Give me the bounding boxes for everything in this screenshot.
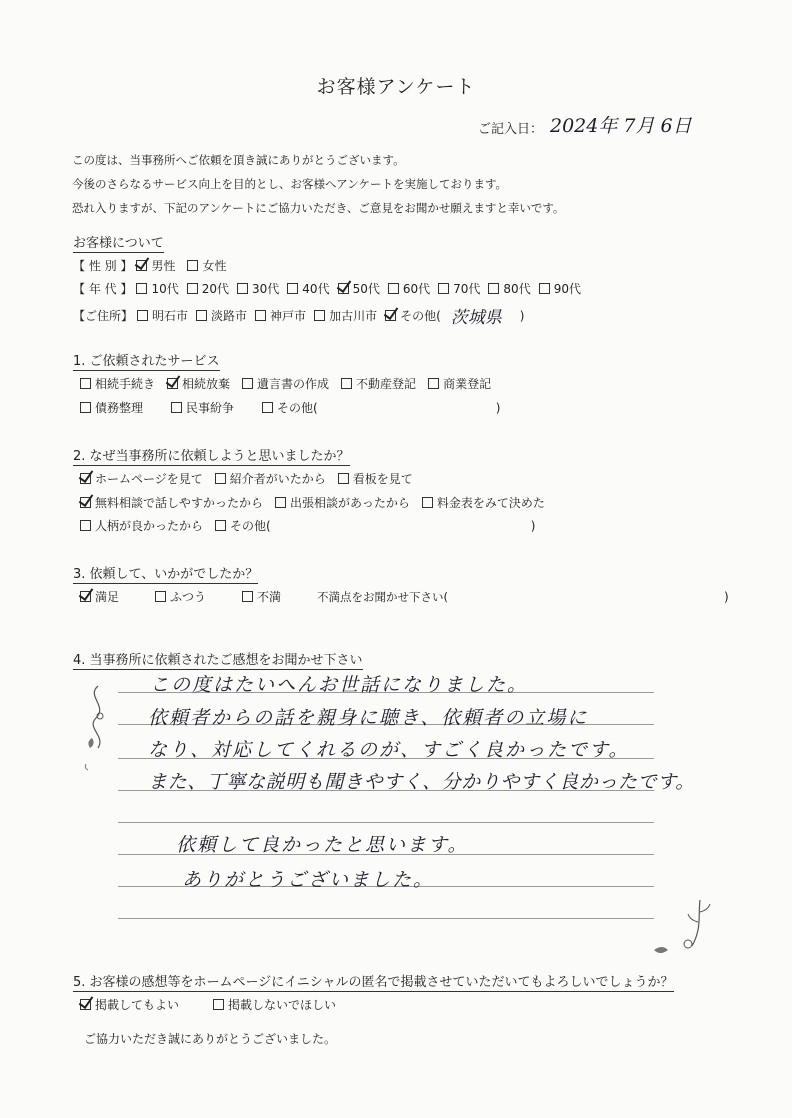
checkbox-icon[interactable] [262,402,273,413]
checkbox-option[interactable] [80,399,143,416]
q1-heading: 1. ご依頼されたサービス [73,354,220,369]
checkbox-label: 相続手続き [95,377,156,391]
floral-ornament-icon [78,676,128,776]
checkbox-icon[interactable] [275,497,286,508]
checkbox-option[interactable] [242,375,329,392]
answer-text-line[interactable]: この度はたいへんお世話になりました。 [150,674,529,696]
checkbox-label: 10代 [151,282,179,296]
checkbox-label: 民事紛争 [186,401,235,415]
checkbox-option[interactable] [438,280,480,297]
address-row [73,303,524,328]
checkbox-option[interactable] [196,307,247,324]
checkbox-option[interactable] [242,588,281,605]
checkbox-option[interactable] [80,517,203,534]
answer-text-line[interactable]: 依頼して良かったと思います。 [176,834,469,856]
checkbox-label: 30代 [252,282,280,296]
checkbox-option[interactable] [136,280,178,297]
gender-label: 【 性 別 】 [73,259,133,273]
checkbox-icon[interactable] [242,591,253,602]
checkbox-label: 90代 [553,282,581,296]
page-title: お客様アンケート [316,76,476,98]
checkbox-label: 満足 [95,590,120,604]
checkbox-option[interactable] [341,375,416,392]
answer-text-line[interactable]: ありがとうございました。 [182,869,435,891]
checkbox-label: 20代 [201,282,230,296]
checkbox-icon[interactable] [136,283,147,294]
checked-box-icon[interactable] [338,283,349,294]
checkbox-option[interactable] [314,307,377,324]
intro-line: 恐れ入りますが、下記のアンケートにご協力いただき、ご意見をお聞かせ願えますと幸いです。 [72,201,565,215]
checkbox-option[interactable] [80,588,119,605]
checkbox-option[interactable] [136,257,175,274]
checkbox-icon[interactable] [539,283,550,294]
checkbox-option[interactable] [80,494,263,511]
checkbox-icon[interactable] [171,402,182,413]
address-label: 【ご住所】 [73,309,134,323]
checked-box-icon[interactable] [167,378,178,389]
intro-line: この度は、当事務所へご依頼を頂き誠にありがとうございます。 [72,153,405,167]
checkbox-icon[interactable] [215,473,226,484]
checkbox-icon[interactable] [314,310,325,321]
date-value[interactable]: 2024年 7月 6日 [550,115,692,137]
checkbox-label: その他( [277,401,318,415]
q4-heading: 4. 当事務所に依頼されたご感想をお聞かせ下さい [73,653,363,668]
checked-box-icon[interactable] [385,310,396,321]
address-other-value[interactable]: 茨城県 [450,308,502,328]
checkbox-label: 女性 [202,259,227,273]
checkbox-option[interactable] [388,280,430,297]
answer-ruled-line [118,918,654,919]
checkbox-icon[interactable] [422,497,433,508]
age-label: 【 年 代 】 [73,282,133,296]
checkbox-option[interactable] [422,494,545,511]
checkbox-label: 80代 [503,282,531,296]
checkbox-label: 料金表をみて決めた [436,496,545,510]
q3-note-close: ) [724,589,729,604]
checkbox-label: 無料相談で話しやすかったから [95,496,264,510]
checkbox-option[interactable] [338,280,380,297]
checkbox-label: 掲載してもよい [95,998,180,1012]
date-label: ご記入日： [478,122,544,137]
checked-box-icon[interactable] [136,260,147,271]
closing-message: ご協力いただき誠にありがとうございました。 [84,1032,337,1046]
checkbox-option[interactable] [215,470,326,487]
checkbox-option[interactable] [488,280,530,297]
checkbox-icon[interactable] [488,283,499,294]
age-row [73,280,589,297]
checkbox-option[interactable] [213,996,336,1013]
checkbox-label: ふつう [170,590,207,604]
checkbox-option[interactable] [338,470,413,487]
checkbox-label: 人柄が良かったから [95,519,204,533]
checkbox-option[interactable] [187,257,226,274]
checkbox-label: 男性 [151,259,176,273]
checkbox-option[interactable] [80,996,179,1013]
checkbox-label: その他( [230,519,271,533]
checkbox-icon[interactable] [242,378,253,389]
checkbox-icon[interactable] [237,283,248,294]
checkbox-icon[interactable] [137,310,148,321]
checkbox-option[interactable] [215,517,271,534]
checkbox-option[interactable] [167,375,230,392]
checkbox-label: 出張相談があったから [290,496,410,510]
intro-line: 今後のさらなるサービス向上を目的とし、お客様へアンケートを実施しております。 [72,177,508,191]
checkbox-label: ホームページを見て [95,472,203,486]
checkbox-option[interactable] [80,470,203,487]
checkbox-icon[interactable] [287,283,298,294]
checkbox-label: その他( [400,309,441,323]
checkbox-icon[interactable] [187,260,198,271]
checkbox-label: 債務整理 [95,401,144,415]
checkbox-label: 淡路市 [211,309,248,323]
checkbox-option[interactable] [187,280,229,297]
checkbox-label: 明石市 [152,309,189,323]
checked-box-icon[interactable] [80,497,91,508]
checkbox-option[interactable] [237,280,279,297]
checkbox-label: 40代 [302,282,330,296]
checkbox-icon[interactable] [255,310,266,321]
checked-box-icon[interactable] [80,473,91,484]
q1-other-close: ) [495,400,501,415]
checkbox-option[interactable] [262,399,318,416]
checkbox-icon[interactable] [155,591,166,602]
checkbox-label: 商業登記 [443,377,492,391]
checkbox-icon[interactable] [438,283,449,294]
checked-box-icon[interactable] [80,999,91,1010]
checkbox-icon[interactable] [80,520,91,531]
checkbox-icon[interactable] [215,520,226,531]
checkbox-option[interactable] [385,307,441,324]
checkbox-option[interactable] [275,494,410,511]
address-close: ) [519,308,525,323]
checkbox-label: 相続放棄 [182,377,231,391]
q2-other-close: ) [530,518,536,533]
checkbox-option[interactable] [155,588,206,605]
checkbox-label: 看板を見て [352,472,413,486]
q3-heading: 3. 依頼して、いかがでしたか？ [73,567,259,582]
checkbox-label: 遺言書の作成 [257,377,330,391]
checkbox-label: 神戸市 [270,309,307,323]
checkbox-icon[interactable] [80,378,91,389]
checkbox-option[interactable] [80,375,155,392]
checkbox-icon[interactable] [213,999,224,1010]
checkbox-icon[interactable] [80,402,91,413]
checkbox-option[interactable] [255,307,306,324]
checkbox-option[interactable] [428,375,491,392]
checkbox-label: 70代 [453,282,481,296]
checkbox-label: 紹介者がいたから [229,472,326,486]
checkbox-label: 60代 [402,282,431,296]
answer-text-line[interactable]: 依頼者からの話を親身に聴き、依頼者の立場に [148,707,589,729]
about-heading: お客様について [73,236,164,251]
checkbox-icon[interactable] [428,378,439,389]
answer-text-line[interactable]: なり、対応してくれるのが、すごく良かったです。 [148,739,630,761]
checkbox-icon[interactable] [187,283,198,294]
q5-heading: 5. お客様の感想等をホームページにイニシャルの匿名で掲載させていただいてもよろしいでしょうか？ [73,975,674,990]
checkbox-label: 掲載しないでほしい [228,998,337,1012]
answer-ruled-line [118,822,654,823]
q2-heading: 2. なぜ当事務所に依頼しようと思いましたか？ [73,449,350,464]
checkbox-option[interactable] [137,307,188,324]
answer-text-line[interactable]: また、丁寧な説明も聞きやすく、分かりやすく良かったです。 [148,771,695,793]
checkbox-option[interactable] [287,280,329,297]
checkbox-icon[interactable] [338,473,349,484]
checkbox-label: 不満 [257,590,282,604]
checkbox-option[interactable] [539,280,581,297]
checkbox-option[interactable] [171,399,234,416]
checkbox-label: 50代 [352,282,380,296]
checkbox-icon[interactable] [341,378,352,389]
checkbox-icon[interactable] [196,310,207,321]
gender-row [73,257,238,274]
checkbox-label: 加古川市 [329,309,378,323]
floral-ornament-icon [648,892,718,962]
checkbox-label: 不動産登記 [356,377,417,391]
checkbox-icon[interactable] [388,283,399,294]
checked-box-icon[interactable] [80,591,91,602]
q3-note: 不満点をお聞かせ下さい( [317,589,449,604]
